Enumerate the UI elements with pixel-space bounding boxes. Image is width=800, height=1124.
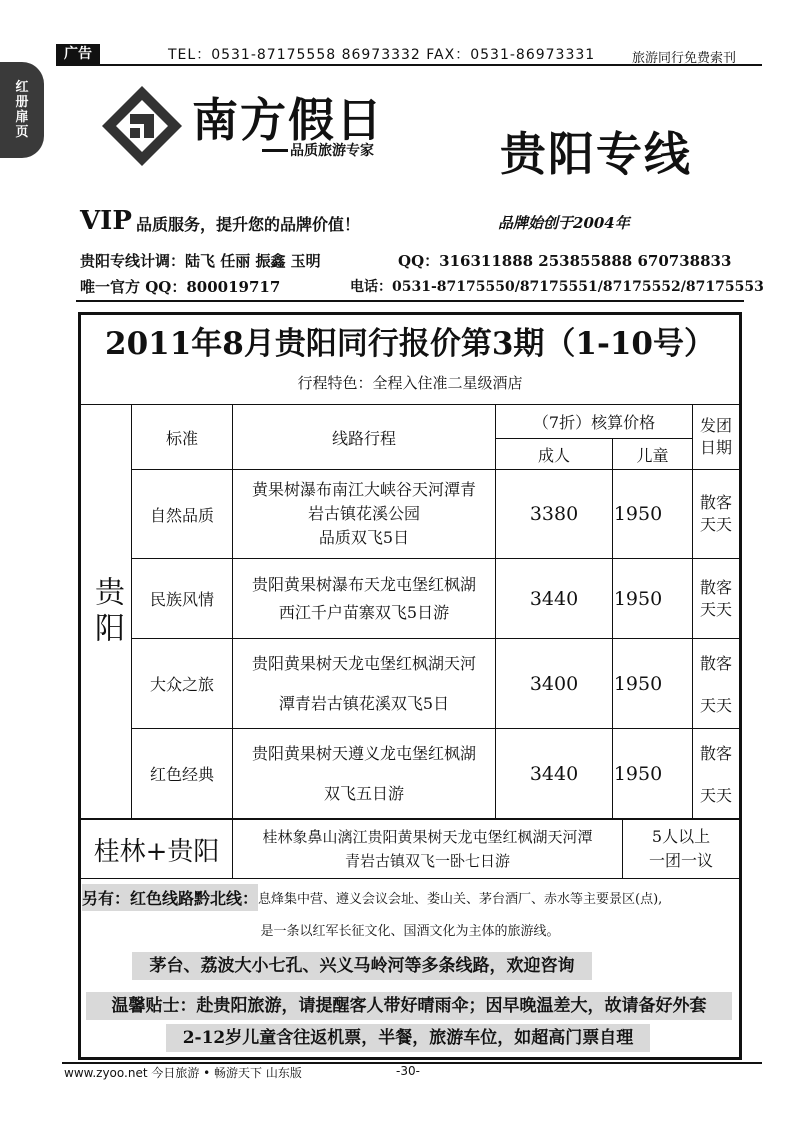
row-child-price: 1950 [613, 503, 663, 525]
travel-tip: 温馨贴士：赴贵阳旅游，请提醒客人带好晴雨伞；因早晚温差大，故请备好外套 [86, 992, 732, 1020]
route-line: 贵阳黄果树瀑布天龙屯堡红枫湖 [251, 574, 476, 594]
route-line: 贵阳黄果树天遵义龙屯堡红枫湖 [251, 743, 476, 763]
red-line-text: 息烽集中营、遵义会议会址、娄山关、茅台酒厂、赤水等主要景区(点), [258, 891, 663, 907]
departure-line: 天天 [699, 786, 732, 805]
route-line: 桂林象鼻山漓江贵阳黄果树天龙屯堡红枫湖天河潭 [262, 828, 593, 846]
row-route [233, 729, 495, 818]
qq-numbers: QQ：316311888 253855888 670738833 [398, 252, 732, 270]
vip-label: VIP [80, 206, 132, 236]
row-adult-price: 3440 [529, 762, 579, 785]
route-line: 岩古镇花溪公园 [307, 504, 420, 523]
row-standard: 大众之旅 [149, 675, 214, 694]
guilin-note [623, 820, 739, 878]
departure-line: 散客 [699, 493, 732, 512]
route-line: 西江千户苗寨双飞5日游 [278, 602, 450, 622]
brand-logo-icon [100, 84, 184, 168]
route-line: 青岩古镇双飞一卧七日游 [344, 852, 510, 870]
planners: 贵阳专线计调：陆飞 任丽 振鑫 玉明 [80, 252, 321, 270]
note-line: 一团一议 [648, 851, 713, 870]
row-route [233, 559, 495, 638]
side-tab [0, 62, 44, 158]
header-child: 儿童 [636, 445, 669, 465]
header-price-group: （7折）核算价格 [532, 413, 656, 432]
route-line: 品质双飞5日 [318, 528, 410, 547]
row-standard: 红色经典 [149, 765, 214, 784]
row-departure [693, 729, 739, 818]
divider [76, 300, 744, 302]
departure-line: 散客 [699, 744, 732, 763]
departure-line: 天天 [699, 515, 732, 534]
grid-line [81, 878, 739, 879]
child-note: 2-12岁儿童含往返机票，半餐，旅游车位，如超高门票自理 [166, 1024, 650, 1052]
row-child-price: 1950 [613, 672, 663, 695]
maotai-note: 茅台、荔波大小七孔、兴义马岭河等多条线路，欢迎咨询 [132, 952, 592, 980]
table-feature: 行程特色：全程入住准二星级酒店 [297, 374, 523, 392]
brand-since: 品牌始创于2004年 [498, 214, 630, 232]
guilin-label: 桂林+贵阳 [93, 836, 220, 867]
departure-line: 散客 [699, 654, 732, 673]
route-line: 双飞五日游 [323, 783, 404, 803]
row-departure [693, 470, 739, 558]
side-tab-char: 红 [15, 80, 29, 95]
route-line: 潭青岩古镇花溪双飞5日 [278, 693, 450, 713]
red-line-text-2: 是一条以红军长征文化、国酒文化为主体的旅游线。 [260, 924, 560, 939]
row-route [233, 639, 495, 728]
phone: 电话：0531-87175550/87175551/87175552/87175553 [350, 279, 764, 295]
row-route [233, 470, 495, 558]
vip-text: 品质服务，提升您的品牌价值！ [136, 215, 361, 234]
slogan-dash [262, 149, 288, 152]
departure-line: 天天 [699, 599, 732, 619]
side-tab-char: 扉 [15, 110, 29, 125]
line-title: 贵阳专线 [500, 127, 692, 181]
side-tab-char: 册 [15, 95, 29, 110]
page-number: -30- [396, 1064, 420, 1078]
row-adult-price: 3400 [529, 672, 579, 695]
row-adult-price: 3380 [529, 503, 579, 525]
red-line-label: 另有：红色线路黔北线： [82, 884, 258, 911]
row-child-price: 1950 [613, 762, 663, 785]
table-headline: 2011年8月贵阳同行报价第3期（1-10号） [105, 326, 715, 362]
header-route: 线路行程 [331, 428, 396, 448]
departure-line: 天天 [699, 696, 732, 715]
header-standard: 标准 [165, 428, 198, 448]
row-standard: 民族风情 [149, 590, 214, 609]
row-departure [693, 559, 739, 638]
departure-line: 散客 [699, 577, 732, 597]
footer-site: www.zyoo.net 今日旅游 • 畅游天下 山东版 [64, 1066, 302, 1080]
row-adult-price: 3440 [529, 587, 579, 610]
row-child-price: 1950 [613, 587, 663, 610]
side-tab-char: 页 [15, 125, 29, 140]
header-adult: 成人 [537, 445, 570, 465]
note-line: 5人以上 [651, 827, 711, 846]
red-line-note [82, 882, 738, 912]
official-qq: 唯一官方 QQ：800019717 [80, 278, 281, 296]
header-departure: 发团日期 [699, 416, 732, 457]
brand-slogan: 品质旅游专家 [290, 143, 374, 159]
tel-fax: TEL：0531-87175558 86973332 FAX：0531-86973331 [168, 47, 596, 63]
header-right-text: 旅游同行免费索刊 [632, 51, 737, 66]
row-standard: 自然品质 [149, 505, 214, 525]
guilin-route [233, 820, 622, 878]
ad-label: 广告 [56, 44, 100, 64]
route-line: 贵阳黄果树天龙屯堡红枫湖天河 [251, 653, 476, 673]
region-label: 贵阳 [89, 575, 124, 648]
region-cell [81, 405, 131, 818]
row-departure [693, 639, 739, 728]
route-line: 黄果树瀑布南江大峡谷天河潭青 [251, 480, 476, 499]
brand-name: 南方假日 [192, 93, 384, 147]
